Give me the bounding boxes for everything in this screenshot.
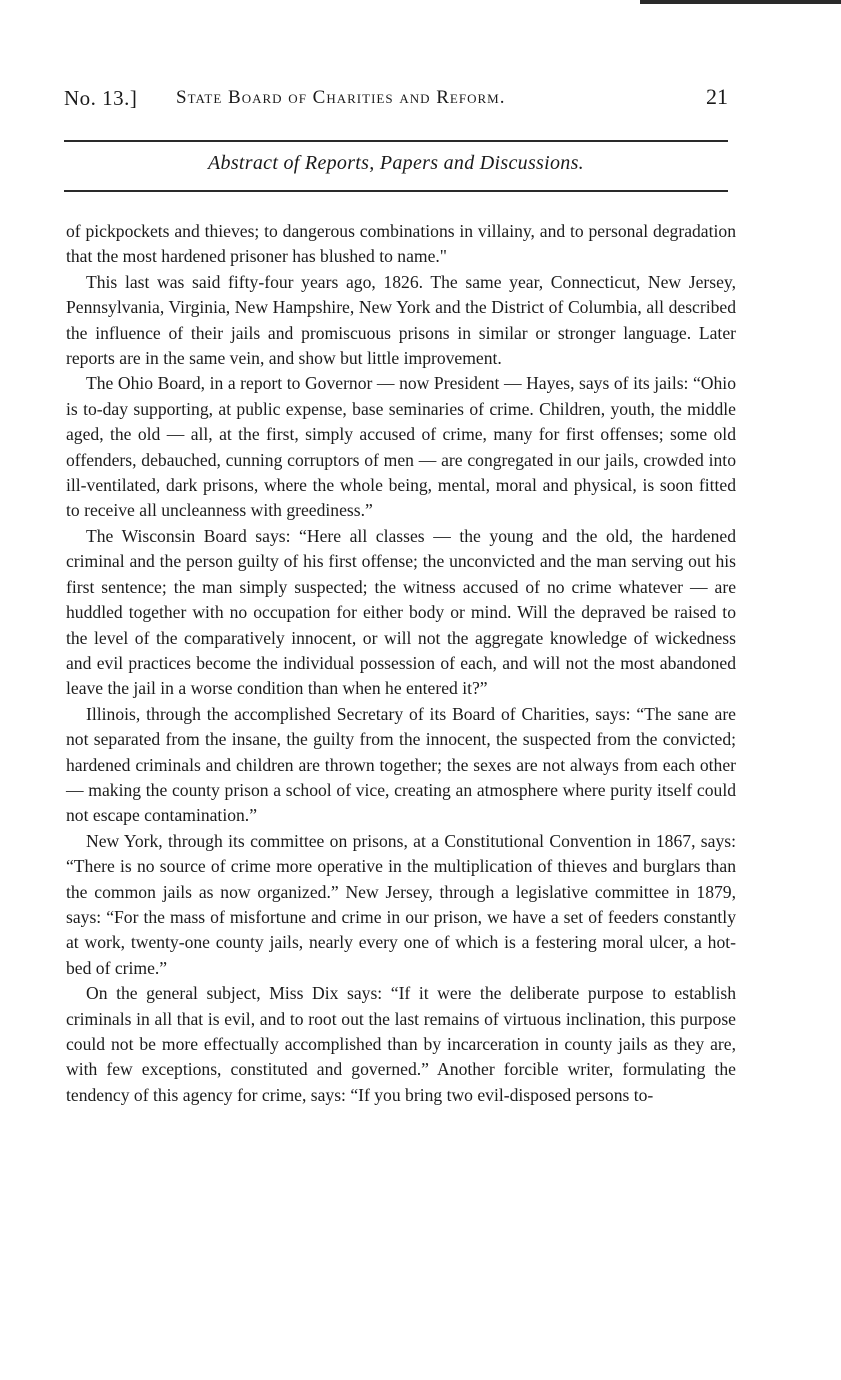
page-number: 21 <box>706 84 728 109</box>
heading-rule <box>64 190 728 192</box>
section-heading: Abstract of Reports, Papers and Discussions. <box>208 152 584 174</box>
running-head-title: State Board of Charities and Reform. <box>176 87 506 108</box>
paragraph: The Ohio Board, in a report to Governor — now President — Hayes, says of its jails: “Ohio is to-day supporting, at public expense, base seminaries of crime. Children, youth, the middle aged, the old — all, at the first, simply accused of crime, many for first offenses; some old offenders, debauched, cunning corruptors of men — are congregated in our jails, crowded into ill-ventilated, dark prisons, where the whole being, mental, moral and physical, is soon fitted to receive all uncleanness with greediness.” <box>66 373 736 521</box>
running-head <box>64 84 728 114</box>
page-edge-shadow <box>640 0 841 4</box>
paragraph: The Wisconsin Board says: “Here all classes — the young and the old, the hardened criminal and the person guilty of his first offense; the unconvicted and the man serving out his first sentence; the man simply suspected; the witness accused of no crime whatever — are huddled together with no occupation for either body or mind. Will the depraved be raised to the level of the comparatively innocent, or will not the aggregate knowledge of wickedness and evil practices become the individual possession of each, and will not the most abandoned leave the jail in a worse condition than when he entered it?” <box>66 525 736 699</box>
paragraph: of pickpockets and thieves; to dangerous combinations in villainy, and to personal degradation that the most hardened prisoner has blushed to name." <box>66 221 736 267</box>
body-text <box>66 219 736 1108</box>
paragraph: Illinois, through the accomplished Secretary of its Board of Charities, says: “The sane are not separated from the insane, the guilty from the innocent, the suspected from the convicted; hardened criminals and children are thrown together; the sexes are not always from each other — making the county prison a school of vice, creating an atmosphere where purity itself could not escape contamination.” <box>66 703 736 826</box>
paragraph: On the general subject, Miss Dix says: “If it were the deliberate purpose to establish criminals in all that is evil, and to root out the last remains of virtuous inclination, this purpose could not be more effectually accomplished than by incarceration in county jails as they are, with few exceptions, constituted and governed.” Another forcible writer, formulating the tendency of this agency for crime, says: “If you bring two evil-disposed persons to- <box>66 983 736 1105</box>
paragraph: This last was said fifty-four years ago, 1826. The same year, Connecticut, New Jersey, Pennsylvania, Virginia, New Hampshire, New York and the District of Columbia, all described the influence of their jails and promiscuous prisons in similar or stronger language. Later reports are in the same vein, and show but little improvement. <box>66 271 736 369</box>
document-number: No. 13.] <box>64 86 138 110</box>
top-rule <box>64 140 728 142</box>
paragraph: New York, through its committee on prisons, at a Constitutional Convention in 1867, says: “There is no source of crime more operative in the multiplication of thieves and burglars than the common jails as now organized.” New Jersey, through a legislative committee in 1879, says: “For the mass of misfortune and crime in our prison, we have a set of feeders constantly at work, twenty-one county jails, nearly every one of which is a festering moral ulcer, a hot-bed of crime.” <box>66 830 736 978</box>
